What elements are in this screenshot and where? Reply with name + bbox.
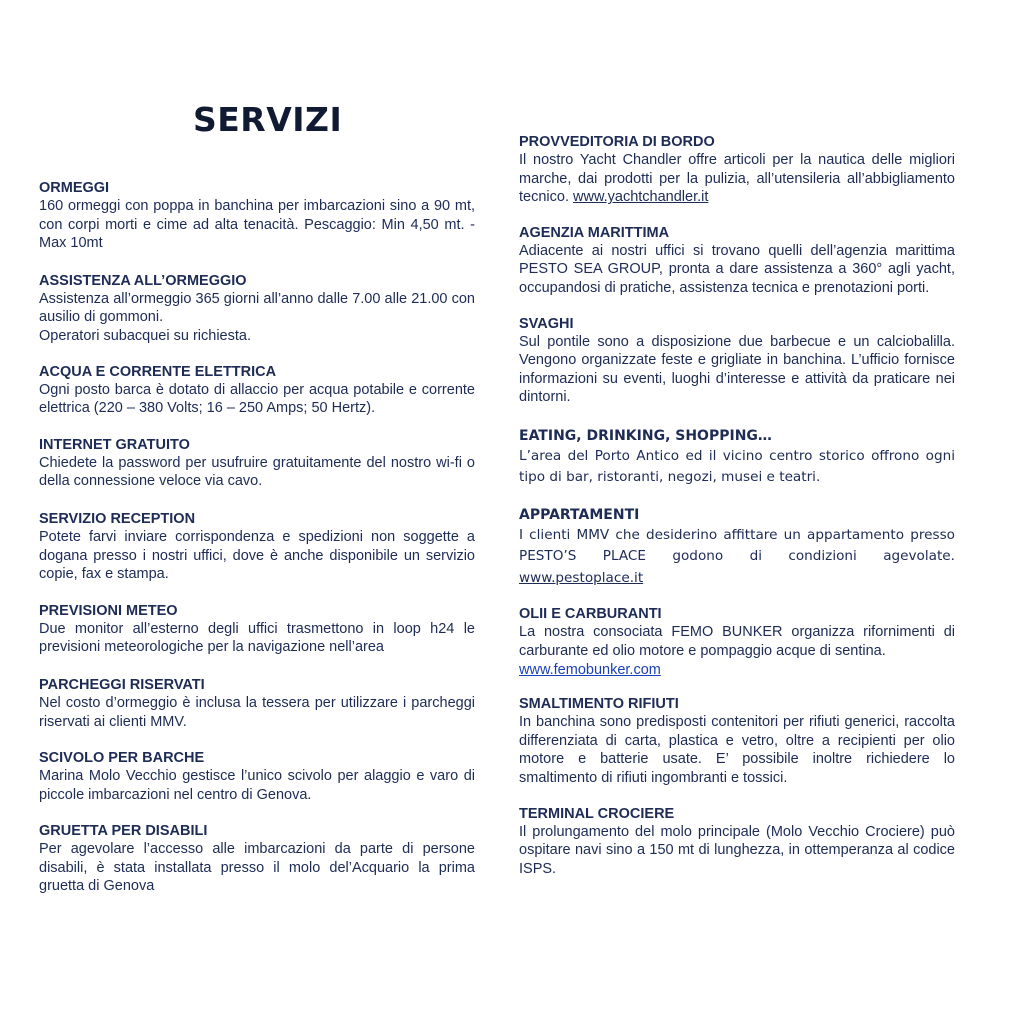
section-assistenza-ormeggio [39, 272, 475, 346]
section-internet [39, 436, 475, 491]
page-title: SERVIZI [193, 100, 343, 139]
section-body [39, 290, 475, 346]
section-body: Sul pontile sono a disposizione due barbecue e un calciobalilla. Vengono organizzate feste e grigliate in banchina. L’ufficio fornisce informazioni su eventi, luoghi d’interesse e attività da praticare nei dintorni. [519, 333, 955, 406]
section-appartamenti [519, 505, 955, 590]
section-title: AGENZIA MARITTIMA [519, 224, 670, 241]
section-text: I clienti MMV che desiderino affittare un appartamento presso PESTO’S PLACE godono di condizioni agevolate. [519, 526, 955, 565]
section-body: In banchina sono predisposti contenitori per rifiuti generici, raccolta differenziata di carta, plastica e vetro, oltre a recipienti per olio motore e batterie usate. E’ possibile inoltre richiedere lo smaltimento di rifiuti ingombranti e tossici. [519, 714, 955, 786]
section-paragraph: Due monitor all’esterno degli uffici trasmettono in loop h24 le previsioni meteorologiche per la navigazione nell’area [39, 620, 475, 656]
section-paragraph: Per agevolare l’accesso alle imbarcazioni da parte di persone disabili, è stata installata presso il molo del’Acquario la prima gruetta di Genova [39, 841, 475, 895]
section-title: ORMEGGI [39, 180, 110, 196]
section-title: PARCHEGGI RISERVATI [39, 676, 205, 693]
section-scivolo [39, 749, 475, 804]
section-title: SVAGHI [519, 315, 574, 332]
femobunker-link[interactable]: www.femobunker.com [519, 661, 661, 678]
section-body [39, 694, 475, 731]
left-column [39, 179, 475, 896]
section-body [39, 528, 475, 584]
section-body [39, 620, 475, 657]
section-paragraph: Operatori subacquei su richiesta. [39, 327, 251, 344]
section-title: SERVIZIO RECEPTION [39, 510, 196, 527]
section-reception [39, 510, 475, 584]
right-column [519, 133, 955, 878]
section-paragraph: Ogni posto barca è dotato di allaccio per acqua potabile e corrente elettrica (220 – 380 Volts; 16 – 250 Amps; 50 Hertz). [39, 381, 475, 417]
section-meteo [39, 602, 475, 657]
section-title: APPARTAMENTI [519, 506, 640, 523]
section-title: PREVISIONI METEO [39, 602, 178, 619]
section-body [519, 623, 955, 679]
section-body [39, 381, 475, 418]
section-parcheggi [39, 676, 475, 731]
section-title: SCIVOLO PER BARCHE [39, 750, 205, 767]
section-body: Il prolungamento del molo principale (Molo Vecchio Crociere) può ospitare navi sino a 150 mt di lunghezza, in ottemperanza al codice ISPS. [519, 823, 955, 877]
section-svaghi [519, 315, 955, 407]
section-paragraph: 160 ormeggi con poppa in banchina per imbarcazioni sino a 90 mt, con corpi morti e cime ad alta tenacità. Pescaggio: Min 4,50 mt. - Max 10mt [39, 198, 475, 252]
section-acqua-corrente [39, 363, 475, 418]
section-title: OLII E CARBURANTI [519, 606, 662, 623]
section-gruetta [39, 822, 475, 896]
section-title: TERMINAL CROCIERE [519, 805, 675, 822]
section-title: PROVVEDITORIA DI BORDO [519, 134, 715, 150]
pestoplace-link[interactable]: www.pestoplace.it [519, 569, 644, 586]
section-title: SMALTIMENTO RIFIUTI [519, 696, 679, 713]
section-title: ASSISTENZA ALL’ORMEGGIO [39, 272, 247, 289]
section-body [39, 767, 475, 804]
section-body [39, 197, 475, 253]
section-smaltimento [519, 695, 955, 787]
section-paragraph: Nel costo d’ormeggio è inclusa la tessera per utilizzare i parcheggi riservati ai clienti MMV. [39, 694, 475, 730]
section-paragraph: Potete farvi inviare corrispondenza e spedizioni non soggette a dogana presso i nostri uffici, dove è anche disponibile un servizio copie, fax e stampa. [39, 528, 475, 583]
section-ormeggi [39, 179, 475, 253]
section-provveditoria [519, 133, 955, 207]
section-paragraph: Chiedete la password per usufruire gratuitamente del nostro wi-fi o della connessione veloce via cavo. [39, 454, 475, 490]
section-body [39, 840, 475, 896]
section-text: Il nostro Yacht Chandler offre articoli per la nautica delle migliori marche, dai prodotti per la pulizia, all’utensileria all’abbigliamento tecnico. [519, 152, 955, 206]
section-body: L’area del Porto Antico ed il vicino centro storico offrono ogni tipo di bar, ristoranti, negozi, musei e teatri. [519, 447, 955, 486]
section-body: Adiacente ai nostri uffici si trovano quelli dell’agenzia marittima PESTO SEA GROUP, pronta a dare assistenza a 360° agli yacht, occupandosi di pratiche, assistenza tecnica e prenotazioni porti. [519, 242, 955, 296]
section-olii [519, 605, 955, 679]
section-title: ACQUA E CORRENTE ELETTRICA [39, 363, 277, 380]
section-body [519, 525, 955, 590]
yachtchandler-link[interactable]: www.yachtchandler.it [573, 189, 709, 206]
section-title: INTERNET GRATUITO [39, 436, 190, 453]
section-body [39, 454, 475, 491]
section-agenzia [519, 224, 955, 298]
section-paragraph: Assistenza all’ormeggio 365 giorni all’anno dalle 7.00 alle 21.00 con ausilio di gommoni. [39, 290, 475, 326]
section-title: GRUETTA PER DISABILI [39, 823, 208, 840]
section-eating [519, 426, 955, 489]
section-text: La nostra consociata FEMO BUNKER organizza rifornimenti di carburante ed olio motore e pompaggio acque di sentina. [519, 624, 955, 660]
section-title: EATING, DRINKING, SHOPPING… [519, 427, 772, 444]
section-paragraph: Marina Molo Vecchio gestisce l’unico scivolo per alaggio e varo di piccole imbarcazioni nel centro di Genova. [39, 768, 475, 803]
section-terminal [519, 805, 955, 879]
section-body [519, 151, 955, 207]
